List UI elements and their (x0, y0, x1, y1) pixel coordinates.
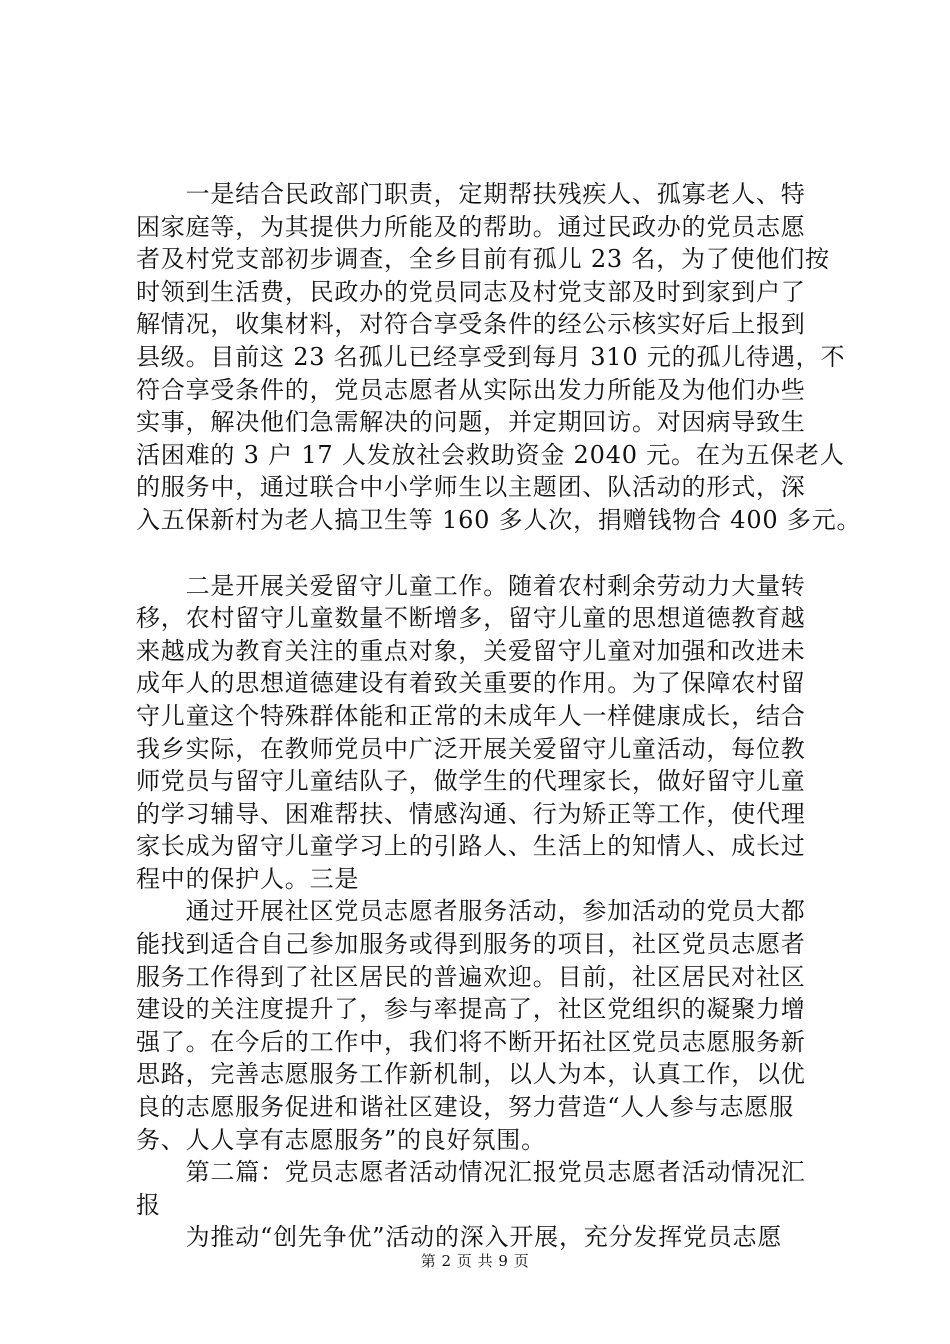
paragraph-spacer (136, 537, 836, 570)
document-body (136, 178, 862, 1254)
paragraph-1 (136, 178, 862, 537)
text-line: 的学习辅导、困难帮扶、情感沟通、行为矫正等工作，使代理 (136, 799, 806, 828)
text-line: 来越成为教育关注的重点对象，关爱留守儿童对加强和改进未 (136, 636, 806, 665)
text-line: 实事，解决他们急需解决的问题，并定期回访。对因病导致生 (136, 408, 806, 437)
paragraph-2 (136, 570, 836, 1254)
text-line: 成年人的思想道德建设有着致关重要的作用。为了保障农村留 (136, 669, 806, 698)
text-line: 符合享受条件的，党员志愿者从实际出发力所能及为他们办些 (136, 375, 806, 404)
text-line: 为推动“创先争优”活动的深入开展，充分发挥党员志愿 (136, 1223, 783, 1252)
text-line: 思路，完善志愿服务工作新机制，以人为本，认真工作，以优 (136, 1060, 806, 1089)
text-line: 解情况，收集材料，对符合享受条件的经公示核实好后上报到 (136, 310, 806, 339)
text-line: 者及村党支部初步调查，全乡目前有孤儿 23 名，为了使他们按 (136, 245, 830, 274)
page-number-footer: 第 2 页 共 9 页 (420, 1252, 530, 1270)
text-line: 我乡实际，在教师党员中广泛开展关爱留守儿童活动，每位教 (136, 734, 806, 763)
text-line: 县级。目前这 23 名孤儿已经享受到每月 310 元的孤儿待遇，不 (136, 342, 846, 371)
section-heading-line: 第二篇：党员志愿者活动情况汇报党员志愿者活动情况汇 (136, 1158, 806, 1187)
section-heading-line: 报 (136, 1190, 161, 1219)
text-line: 守儿童这个特殊群体能和正常的未成年人一样健康成长，结合 (136, 701, 806, 730)
text-line: 良的志愿服务促进和谐社区建设，努力营造“人人参与志愿服 (136, 1093, 794, 1122)
text-line: 移，农村留守儿童数量不断增多，留守儿童的思想道德教育越 (136, 604, 806, 633)
text-line: 活困难的 3 户 17 人发放社会救助资金 2040 元。在为五保老人 (136, 440, 845, 469)
text-line: 程中的保护人。三是 (136, 864, 360, 893)
text-line: 强了。在今后的工作中，我们将不断开拓社区党员志愿服务新 (136, 1027, 806, 1056)
text-line: 入五保新村为老人搞卫生等 160 多人次，捐赠钱物合 400 多元。 (136, 505, 862, 534)
text-line: 师党员与留守儿童结队子，做学生的代理家长，做好留守儿童 (136, 767, 806, 796)
text-line: 能找到适合自己参加服务或得到服务的项目，社区党员志愿者 (136, 930, 806, 959)
text-line: 建设的关注度提升了，参与率提高了，社区党组织的凝聚力增 (136, 995, 806, 1024)
text-line: 服务工作得到了社区居民的普遍欢迎。目前，社区居民对社区 (136, 962, 806, 991)
text-line: 二是开展关爱留守儿童工作。随着农村剩余劳动力大量转 (136, 571, 806, 600)
text-line: 困家庭等，为其提供力所能及的帮助。通过民政办的党员志愿 (136, 212, 806, 241)
text-line: 时领到生活费，民政办的党员同志及村党支部及时到家到户了 (136, 277, 806, 306)
text-line: 通过开展社区党员志愿者服务活动，参加活动的党员大都 (136, 897, 806, 926)
text-line: 的服务中，通过联合中小学师生以主题团、队活动的形式，深 (136, 473, 806, 502)
text-line: 务、人人享有志愿服务”的良好氛围。 (136, 1125, 546, 1154)
text-line: 一是结合民政部门职责，定期帮扶残疾人、孤寡老人、特 (136, 180, 806, 208)
text-line: 家长成为留守儿童学习上的引路人、生活上的知情人、成长过 (136, 832, 806, 861)
